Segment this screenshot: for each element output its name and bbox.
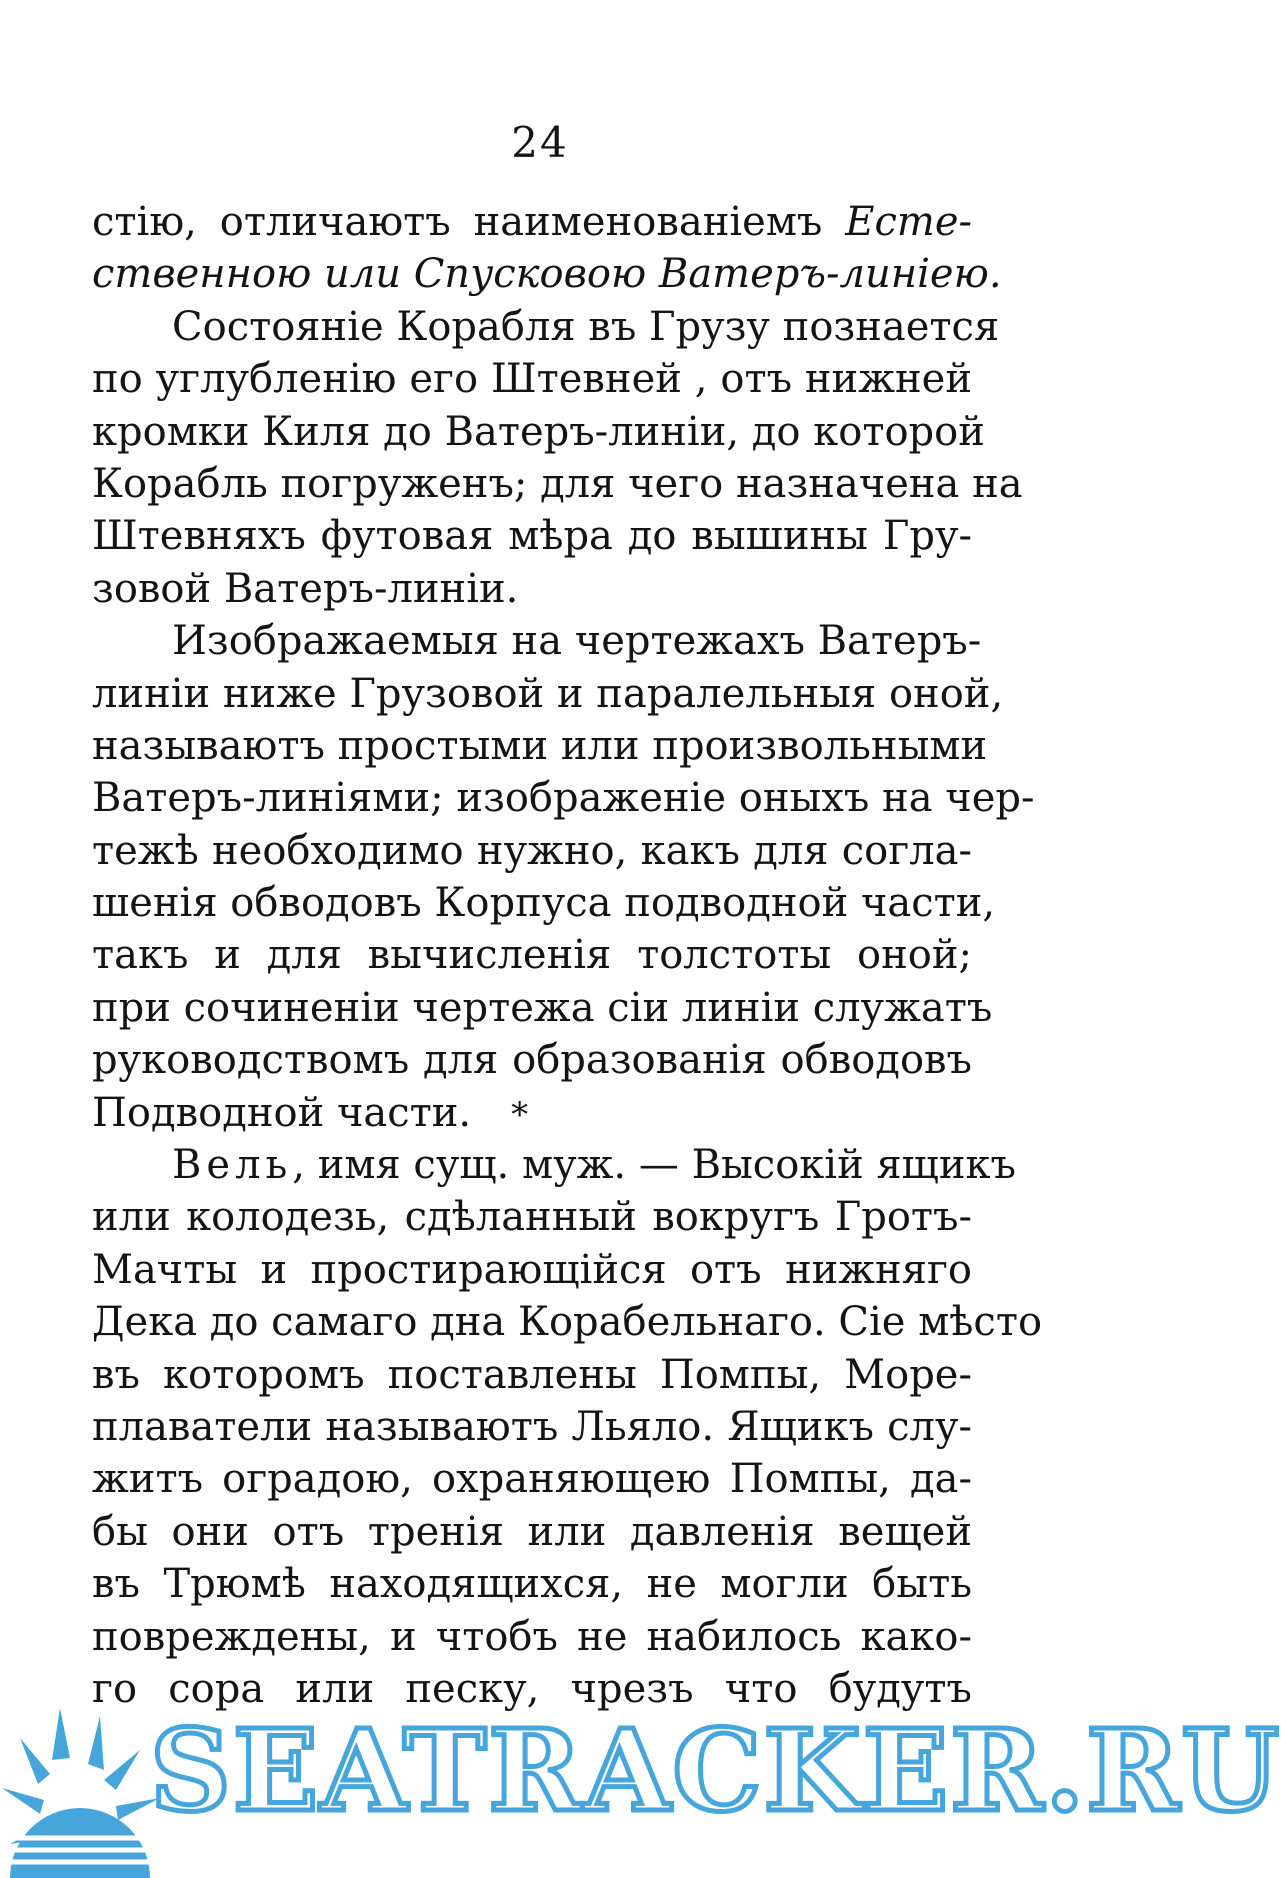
text-line: линіи ниже Грузовой и паралельныя оной, bbox=[92, 670, 1004, 717]
text-line: шенія обводовъ Корпуса подводной части, bbox=[92, 880, 996, 927]
text-line: руководствомъ для образованія обводовъ bbox=[92, 1037, 972, 1084]
text-line: Дека до самаго дна Корабельнаго. Сіе мѣсто bbox=[92, 1299, 1043, 1346]
text-line: зовой Ватеръ-линіи. bbox=[92, 565, 519, 612]
text-line: го сора или песку, чрезъ что будутъ bbox=[92, 1665, 972, 1712]
text-line: повреждены, и чтобъ не набилось како- bbox=[92, 1613, 972, 1660]
text-line: Подводной части. * bbox=[92, 1087, 972, 1139]
text-line: въ которомъ поставлены Помпы, Море- bbox=[92, 1351, 972, 1398]
text-line: такъ и для вычисленія толстоты оной; bbox=[92, 932, 972, 979]
text-line: Штевняхъ футовая мѣра до вышины Гру- bbox=[92, 513, 972, 560]
text-line: Вель, имя сущ. муж. — Высокій ящикъ bbox=[172, 1142, 1016, 1189]
text-line: при сочиненіи чертежа сіи линіи служатъ bbox=[92, 984, 993, 1031]
text-line: Состояніе Корабля въ Грузу познается bbox=[172, 303, 1000, 350]
text-line: Мачты и простирающійся отъ нижняго bbox=[92, 1246, 972, 1293]
text-line: Ватеръ-линіями; изображеніе оныхъ на чер- bbox=[92, 775, 1035, 822]
text-line: кромки Киля до Ватеръ-линіи, до которой bbox=[92, 408, 985, 455]
text-line: бы они отъ тренія или давленія вещей bbox=[92, 1508, 972, 1555]
entry-headword: Вель bbox=[172, 1142, 293, 1189]
text-line: стію, отличаютъ наименованіемъ Есте- bbox=[92, 199, 972, 245]
sun-icon bbox=[0, 1688, 170, 1878]
body-text bbox=[92, 196, 1043, 1715]
text-line: въ Трюмѣ находящихся, не могли быть bbox=[92, 1561, 972, 1608]
text-line: житъ оградою, охраняющею Помпы, да- bbox=[92, 1456, 972, 1503]
text-line: называютъ простыми или произвольными bbox=[92, 722, 988, 769]
page-number: 24 bbox=[511, 118, 569, 167]
text-line: тежѣ необходимо нужно, какъ для согла- bbox=[92, 827, 972, 874]
text-line: ственною или Спусковою Ватеръ-линіею. bbox=[92, 251, 1002, 298]
text-line: Корабль погруженъ; для чего назначена на bbox=[92, 460, 1023, 507]
watermark bbox=[0, 1688, 1281, 1878]
watermark-text: SEATRACKER.RU bbox=[150, 1706, 1281, 1837]
text-line: по углубленію его Штевней , отъ нижней bbox=[92, 356, 972, 403]
footnote-mark: * bbox=[511, 1094, 529, 1135]
text-line: Изображаемыя на чертежахъ Ватеръ- bbox=[172, 618, 982, 665]
text-line: или колодезь, сдѣланный вокругъ Гротъ- bbox=[92, 1194, 972, 1241]
text-line: плаватели называютъ Льяло. Ящикъ слу- bbox=[92, 1403, 972, 1450]
